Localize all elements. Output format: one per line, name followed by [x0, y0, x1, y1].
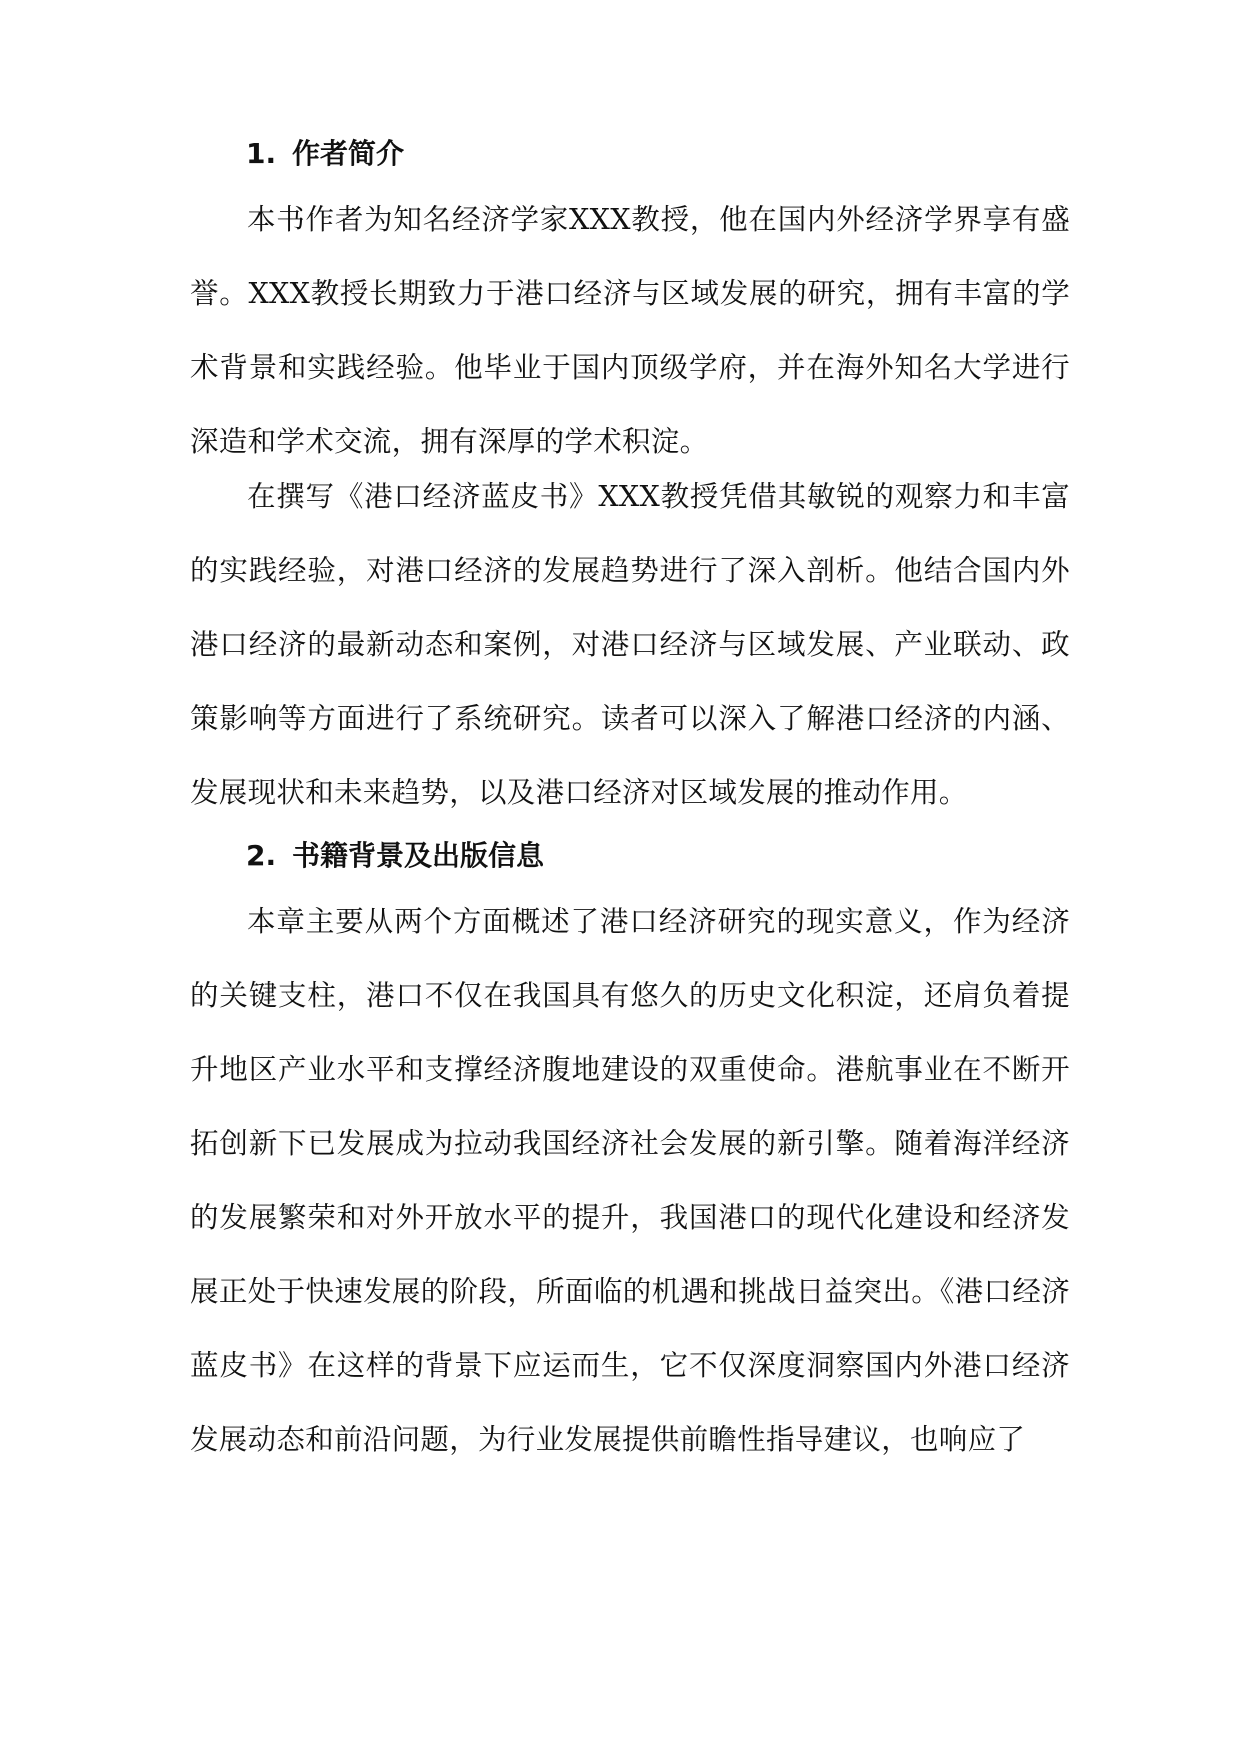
- paragraph-author-intro: 本书作者为知名经济学家XXX教授，他在国内外经济学界享有盛誉。XXX教授长期致力于港口经济与区域发展的研究，拥有丰富的学术背景和实践经验。他毕业于国内顶级学府，并在海外知名大学进行深造和学术交流，拥有深厚的学术积淀。: [190, 203, 1070, 458]
- section-heading-background: [246, 838, 544, 874]
- paragraph-book-background: 本章主要从两个方面概述了港口经济研究的现实意义，作为经济的关键支柱，港口不仅在我国具有悠久的历史文化积淀，还肩负着提升地区产业水平和支撑经济腹地建设的双重使命。港航事业在不断开拓创新下已发展成为拉动我国经济社会发展的新引擎。随着海洋经济的发展繁荣和对外开放水平的提升，我国港口的现代化建设和经济发展正处于快速发展的阶段，所面临的机遇和挑战日益突出。《港口经济蓝皮书》在这样的背景下应运而生，它不仅深度洞察国内外港口经济发展动态和前沿问题，为行业发展提供前瞻性指导建议，也响应了: [190, 905, 1070, 1456]
- paragraph-author-work: 在撰写《港口经济蓝皮书》XXX教授凭借其敏锐的观察力和丰富的实践经验，对港口经济的发展趋势进行了深入剖析。他结合国内外港口经济的最新动态和案例，对港口经济与区域发展、产业联动、政策影响等方面进行了系统研究。读者可以深入了解港口经济的内涵、发展现状和未来趋势，以及港口经济对区域发展的推动作用。: [190, 480, 1070, 809]
- section-title: 书籍背景及出版信息: [292, 839, 545, 872]
- section-title: 作者简介: [292, 137, 405, 170]
- section-number: 1.: [246, 137, 277, 170]
- section-number: 2.: [246, 839, 277, 872]
- section-heading-author: [246, 136, 404, 172]
